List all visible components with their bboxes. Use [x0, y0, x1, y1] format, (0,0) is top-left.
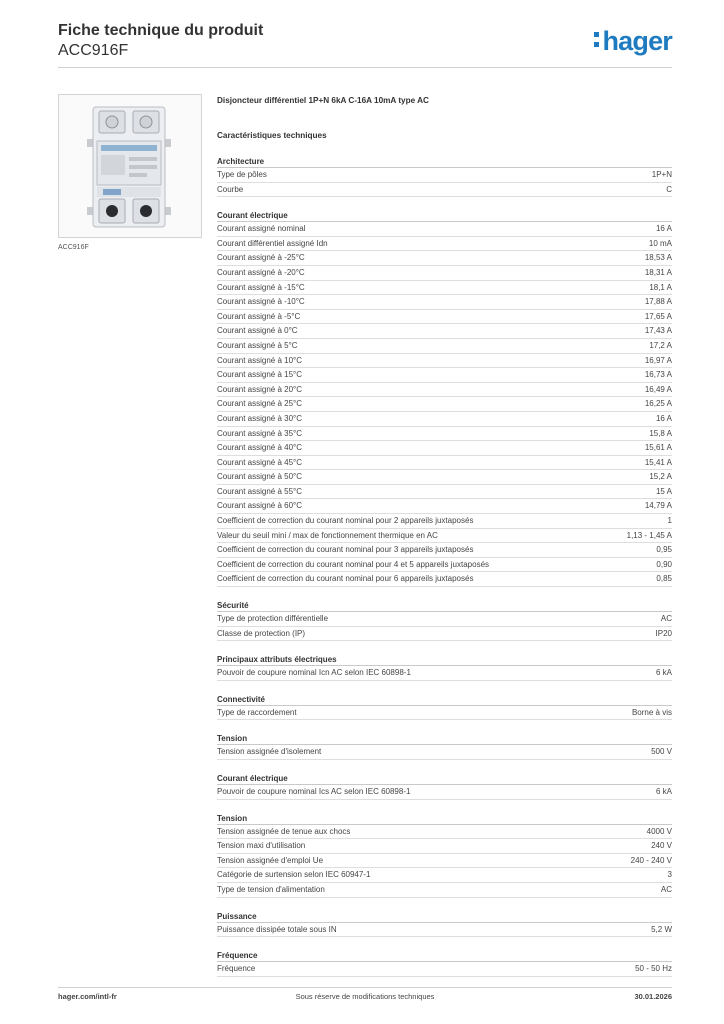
spec-value: 5,2 W — [651, 924, 672, 934]
spec-row — [217, 354, 672, 369]
spec-label: Courant assigné à 0°C — [217, 326, 298, 336]
spec-label: Valeur du seuil mini / max de fonctionnement thermique en AC — [217, 530, 438, 540]
logo-colon-icon — [594, 32, 600, 52]
spec-label: Courant assigné à 30°C — [217, 413, 303, 423]
group-title: Architecture — [217, 154, 672, 168]
spec-label: Courant assigné à 45°C — [217, 457, 303, 467]
spec-value: 240 V — [651, 841, 672, 851]
spec-label: Type de tension d'alimentation — [217, 884, 325, 894]
spec-label: Coefficient de correction du courant nominal pour 2 appareils juxtaposés — [217, 516, 474, 526]
group-title: Puissance — [217, 909, 672, 923]
spec-row — [217, 237, 672, 252]
page-title: Fiche technique du produit — [58, 22, 264, 39]
spec-row — [217, 883, 672, 898]
spec-value: 16,25 A — [644, 399, 672, 409]
spec-value: 0,90 — [656, 559, 672, 569]
spec-value: Borne à vis — [631, 707, 672, 717]
page-footer — [58, 992, 672, 1006]
spec-row — [217, 706, 672, 721]
spec-row — [217, 485, 672, 500]
spec-row — [217, 558, 672, 573]
spec-value: 15 A — [655, 486, 672, 496]
group-title: Fréquence — [217, 948, 672, 962]
photo-caption: ACC916F — [58, 244, 89, 251]
group-title: Tension — [217, 731, 672, 745]
spec-row — [217, 222, 672, 237]
spec-label: Courant assigné à 35°C — [217, 428, 303, 438]
spec-label: Tension assignée d'isolement — [217, 747, 322, 757]
spec-row — [217, 266, 672, 281]
spec-row — [217, 785, 672, 800]
spec-value: 3 — [667, 870, 672, 880]
spec-value: 17,2 A — [649, 340, 672, 350]
product-photo — [58, 94, 202, 238]
spec-value: 16,73 A — [644, 370, 672, 380]
hager-logo — [594, 26, 672, 56]
spec-label: Courant assigné à -5°C — [217, 311, 301, 321]
spec-value: 0,95 — [656, 545, 672, 555]
spec-row — [217, 529, 672, 544]
spec-row — [217, 962, 672, 977]
header-divider — [58, 67, 672, 68]
spec-value: 15,8 A — [649, 428, 672, 438]
footer-divider — [58, 987, 672, 988]
footer-website: hager.com/intl-fr — [58, 992, 117, 1001]
spec-value: 17,65 A — [644, 311, 672, 321]
spec-row — [217, 397, 672, 412]
spec-label: Pouvoir de coupure nominal Icn AC selon IEC 60898-1 — [217, 668, 411, 678]
spec-row — [217, 441, 672, 456]
spec-row — [217, 295, 672, 310]
spec-value: 50 - 50 Hz — [635, 964, 672, 974]
spec-label: Tension assignée d'emploi Ue — [217, 855, 324, 865]
spec-content — [217, 94, 672, 977]
spec-label: Courant différentiel assigné Idn — [217, 238, 328, 248]
spec-value: 16,49 A — [644, 384, 672, 394]
spec-value: IP20 — [655, 628, 672, 638]
spec-label: Courant assigné à 50°C — [217, 472, 303, 482]
spec-row — [217, 499, 672, 514]
spec-label: Courant assigné à -10°C — [217, 297, 305, 307]
spec-row — [217, 839, 672, 854]
spec-row — [217, 383, 672, 398]
spec-label: Courant assigné à -20°C — [217, 267, 305, 277]
group-title: Sécurité — [217, 598, 672, 612]
spec-value: 18,1 A — [649, 282, 672, 292]
spec-value: 4000 V — [646, 826, 672, 836]
spec-row — [217, 412, 672, 427]
spec-value: 500 V — [651, 747, 672, 757]
spec-row — [217, 612, 672, 627]
spec-value: 16,97 A — [644, 355, 672, 365]
footer-disclaimer: Sous réserve de modifications techniques — [295, 992, 435, 1001]
spec-label: Classe de protection (IP) — [217, 628, 306, 638]
spec-label: Courant assigné à -15°C — [217, 282, 305, 292]
spec-row — [217, 666, 672, 681]
spec-row — [217, 251, 672, 266]
spec-row — [217, 470, 672, 485]
footer-date: 30.01.2026 — [634, 992, 672, 1001]
spec-value: 1P+N — [651, 170, 672, 179]
spec-value: 18,31 A — [644, 267, 672, 277]
spec-row — [217, 456, 672, 471]
spec-row — [217, 923, 672, 938]
spec-row — [217, 368, 672, 383]
spec-row — [217, 825, 672, 840]
spec-value: 16 A — [655, 224, 672, 234]
spec-row — [217, 339, 672, 354]
spec-row — [217, 868, 672, 883]
spec-label: Coefficient de correction du courant nominal pour 4 et 5 appareils juxtaposés — [217, 559, 490, 569]
group-title: Connectivité — [217, 692, 672, 706]
spec-label: Courant assigné à 55°C — [217, 486, 303, 496]
group-title: Courant électrique — [217, 771, 672, 785]
spec-value: 16 A — [655, 413, 672, 423]
spec-label: Coefficient de correction du courant nominal pour 6 appareils juxtaposés — [217, 574, 474, 584]
spec-label: Catégorie de surtension selon IEC 60947-1 — [217, 870, 371, 880]
spec-row — [217, 543, 672, 558]
spec-label: Courant assigné à 15°C — [217, 370, 303, 380]
spec-value: 14,79 A — [644, 501, 672, 511]
spec-value: 6 kA — [655, 787, 672, 796]
spec-row — [217, 183, 672, 198]
spec-row — [217, 168, 672, 183]
group-title: Courant électrique — [217, 208, 672, 222]
spec-label: Courant assigné à 20°C — [217, 384, 303, 394]
spec-label: Courant assigné à 10°C — [217, 355, 303, 365]
section-title: Caractéristiques techniques — [217, 131, 327, 140]
spec-label: Fréquence — [217, 964, 256, 974]
spec-value: 15,2 A — [649, 472, 672, 482]
spec-label: Courant assigné à 40°C — [217, 443, 303, 453]
spec-label: Courbe — [217, 184, 244, 194]
spec-label: Courant assigné à 25°C — [217, 399, 303, 409]
spec-value: 17,88 A — [644, 297, 672, 307]
spec-row — [217, 514, 672, 529]
spec-value: C — [666, 184, 672, 194]
spec-value: 15,61 A — [644, 443, 672, 453]
spec-value: 6 kA — [655, 668, 672, 678]
spec-value: 1,13 - 1,45 A — [626, 530, 672, 540]
spec-label: Courant assigné à 60°C — [217, 501, 303, 511]
spec-value: 1 — [667, 516, 672, 526]
spec-groups — [217, 154, 672, 977]
spec-value: 240 - 240 V — [630, 855, 672, 865]
group-title: Tension — [217, 811, 672, 825]
spec-row — [217, 627, 672, 642]
spec-value: AC — [660, 884, 672, 894]
spec-label: Tension assignée de tenue aux chocs — [217, 826, 351, 836]
spec-value: 18,53 A — [644, 253, 672, 263]
spec-row — [217, 281, 672, 296]
spec-label: Type de protection différentielle — [217, 614, 329, 624]
spec-label: Courant assigné à 5°C — [217, 340, 298, 350]
spec-row — [217, 427, 672, 442]
spec-label: Puissance dissipée totale sous IN — [217, 924, 337, 934]
spec-label: Tension maxi d'utilisation — [217, 841, 306, 851]
product-reference: ACC916F — [58, 42, 129, 59]
spec-row — [217, 324, 672, 339]
spec-row — [217, 572, 672, 587]
spec-label: Pouvoir de coupure nominal Ics AC selon IEC 60898-1 — [217, 787, 411, 796]
spec-row — [217, 310, 672, 325]
group-title: Principaux attributs électriques — [217, 652, 672, 666]
spec-row — [217, 854, 672, 869]
spec-value: 0,85 — [656, 574, 672, 584]
logo-text: hager — [602, 26, 672, 56]
spec-label: Courant assigné nominal — [217, 224, 306, 234]
spec-row — [217, 745, 672, 760]
page-header — [58, 22, 672, 68]
spec-label: Type de raccordement — [217, 707, 297, 717]
spec-label: Type de pôles — [217, 170, 267, 179]
spec-value: 10 mA — [648, 238, 672, 248]
circuit-breaker-icon — [59, 95, 201, 237]
spec-label: Courant assigné à -25°C — [217, 253, 305, 263]
spec-value: 17,43 A — [644, 326, 672, 336]
spec-value: AC — [660, 614, 672, 624]
spec-value: 15,41 A — [644, 457, 672, 467]
spec-label: Coefficient de correction du courant nominal pour 3 appareils juxtaposés — [217, 545, 474, 555]
product-description: Disjoncteur différentiel 1P+N 6kA C-16A 10mA type AC — [217, 96, 429, 105]
